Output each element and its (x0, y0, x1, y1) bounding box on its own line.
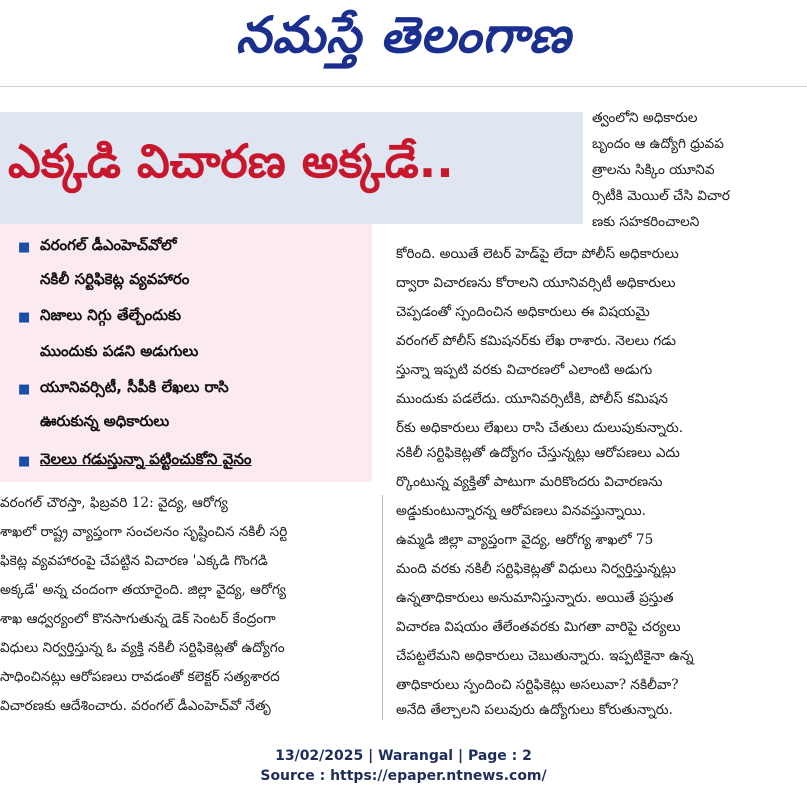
bullet-icon: ■ (18, 454, 31, 469)
article-line: విచారణకు ఆదేశించారు. వరంగల్ డీఎంహెచ్‌వో నేతృ (0, 698, 271, 714)
right-top-column (592, 110, 797, 250)
article-line: అక్కడే' అన్న చందంగా తయారైంది. జిల్లా వైద్య, ఆరోగ్య (0, 582, 286, 598)
bullet-icon: ■ (18, 382, 31, 397)
article-line: శాఖలో రాష్ట్ర వ్యాప్తంగా సంచలనం సృష్టించిన నకిలీ సర్టి (0, 524, 288, 540)
article-line: నకిలీ సర్టిఫికెట్లతో ఉద్యోగం చేస్తున్నట్లు ఆరోపణలు ఎదు (396, 445, 680, 461)
article-line: వరంగల్ చౌరస్తా, ఫిబ్రవరి 12: వైద్య, ఆరోగ్య (0, 495, 228, 511)
newspaper-masthead (0, 0, 807, 84)
highlight-line: నకిలీ సర్టిఫికెట్ల వ్యవహారం (40, 270, 190, 288)
article-line: విచారణ విషయం తేలేంతవరకు మిగతా వారిపై చర్యలు (396, 619, 681, 635)
footer-dateline: 13/02/2025 | Warangal | Page : 2 (275, 748, 532, 764)
masthead-rule (0, 86, 807, 87)
highlight-line: నెలలు గడుస్తున్నా పట్టించుకోని వైనం (40, 450, 252, 468)
footer-source: Source : https://epaper.ntnews.com/ (260, 768, 547, 784)
article-line: త్వంలోని అధికారుల (592, 110, 698, 126)
article-line: ర్కొంటున్న వ్యక్తితో పాటుగా మరికొందరు విచారణను (396, 474, 663, 490)
highlights-box (0, 224, 372, 482)
article-line: సాధించినట్లు ఆరోపణలు రావడంతో కలెక్టర్ సత్యశారద (0, 669, 280, 685)
article-line: విధులు నిర్వర్తిస్తున్న ఓ వ్యక్తి నకిలీ సర్టిఫికెట్లతో ఉద్యోగం (0, 640, 285, 656)
article-line: మంది వరకు నకిలీ సర్టిఫికెట్లతో విధులు నిర్వర్తిస్తున్నట్లు (396, 561, 676, 577)
highlight-line: యూనివర్సిటీ, సీపీకి లేఖలు రాసి (40, 378, 229, 396)
article-line: ణకు సహకరించాలని (592, 214, 700, 230)
article-line: ర్‌కు అధికారులు లేఖలు రాసి చేతులు దులుపుకున్నారు. (396, 420, 684, 436)
article-line: స్తున్నా ఇప్పటి వరకు విచారణలో ఎలాంటి అడుగు (396, 362, 653, 378)
article-line: చెప్పడంతో స్పందించిన అధికారులు ఈ విషయమై (396, 304, 650, 320)
left-article-column (0, 495, 376, 725)
article-headline: ఎక్కడి విచారణ అక్కడే.. (8, 134, 454, 188)
article-line: ర్సిటీకి మెయిల్ చేసి విచార (592, 188, 730, 204)
article-line: తాధికారులు స్పందించి సర్టిఫికెట్లు అసలువా? నకిలీవా? (396, 677, 679, 693)
highlight-line: ఊరుకున్న అధికారులు (40, 412, 170, 430)
article-line: ఉన్నతాధికారులు అనుమానిస్తున్నారు. అయితే ప్రస్తుత (396, 590, 674, 606)
column-divider (382, 495, 383, 720)
article-line: ఫికెట్ల వ్యవహారంపై చేపట్టిన విచారణ 'ఎక్కడి గొంగడి (0, 553, 268, 569)
article-line: శాఖ ఆధ్వర్యంలో కొనసాగుతున్న డెక్ సెంటర్ కేంద్రంగా (0, 611, 276, 627)
article-line: ముందుకు పడలేదు. యూనివర్సిటీకి, పోలీస్ కమిషన (396, 391, 668, 407)
headline-banner (0, 112, 583, 224)
article-line: చేపట్టలేమని అధికారులు చెబుతున్నారు. ఇప్పటికైనా ఉన్న (396, 648, 694, 664)
highlight-line: నిజాలు నిగ్గు తేల్చేందుకు (40, 306, 182, 324)
bullet-icon: ■ (18, 310, 31, 325)
article-line: అనేది తేల్చాలని పలువురు ఉద్యోగులు కోరుతున్నారు. (396, 702, 673, 718)
highlight-line: వరంగల్ డీఎంహెచ్‌వోలో (40, 236, 177, 254)
bullet-icon: ■ (18, 240, 31, 255)
article-line: బృందం ఆ ఉద్యోగి ధ్రువప (592, 136, 724, 152)
article-line: త్రాలను సిక్కిం యూనివ (592, 162, 715, 178)
masthead-title: నమస్తే తెలంగాణ (235, 6, 572, 64)
article-line: ద్వారా విచారణను కోరాలని యూనివర్సిటీ అధికారులు (396, 275, 676, 291)
article-line: కోరింది. అయితే లెటర్ హెడ్‌పై లేదా పోలీస్ అధికారులు (396, 246, 679, 262)
right-article-column (396, 246, 796, 716)
highlight-line: ముందుకు పడని అడుగులు (40, 342, 199, 360)
article-line: ఉమ్మడి జిల్లా వ్యాప్తంగా వైద్య, ఆరోగ్య శాఖలో 75 (396, 532, 654, 548)
article-line: అడ్డుకుంటున్నారన్న ఆరోపణలు వినవస్తున్నాయి. (396, 503, 646, 519)
article-line: వరంగల్ పోలీస్ కమిషనర్‌కు లేఖ రాశారు. నెలలు గడు (396, 333, 676, 349)
